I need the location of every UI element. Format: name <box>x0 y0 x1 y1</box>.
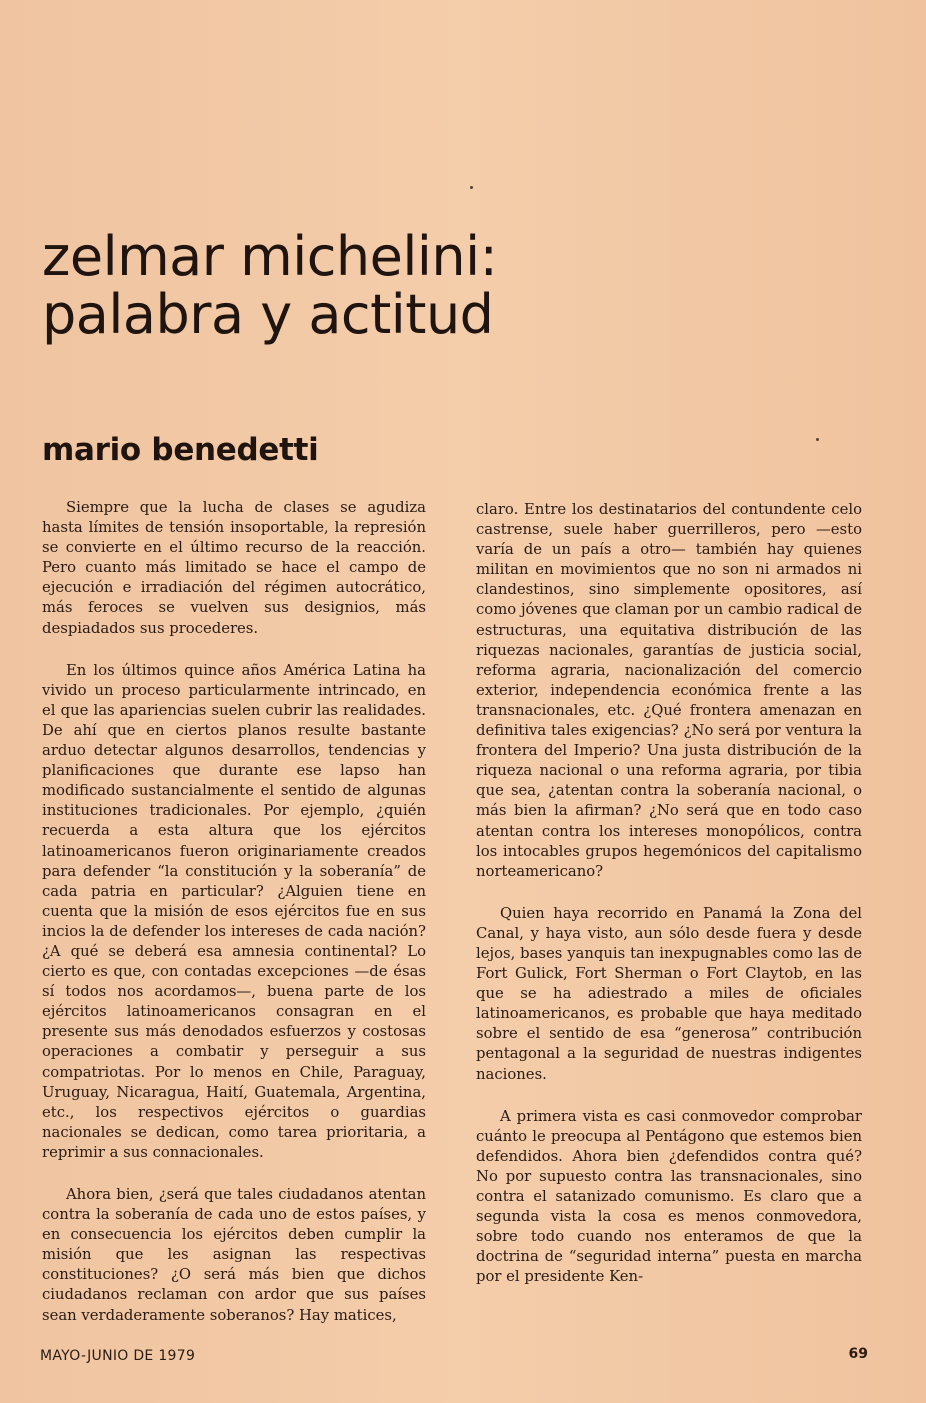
right-column <box>476 500 862 1287</box>
title-line-2: palabra y actitud <box>42 283 494 346</box>
title-line-1: zelmar michelini: <box>42 225 498 288</box>
print-speck <box>816 438 819 441</box>
print-speck <box>470 186 473 189</box>
article-author: mario benedetti <box>42 432 319 468</box>
right-paragraph-3: A primera vista es casi conmovedor comprobar cuánto le preocupa al Pentágono que estemos bien defendidos. Ahora bien ¿defendidos contra qué? No por supuesto contra las transnacionales, sino contra el satanizado comunismo. Es claro que a segunda vista la cosa es menos conmovedora, sobre todo cuando nos enteramos de que la doctrina de “seguridad interna” puesta en marcha por el presidente Ken- <box>476 1107 862 1286</box>
right-paragraph-1: claro. Entre los destinatarios del contundente celo castrense, suele haber guerrilleros, pero —esto varía de un país a otro— también hay quienes militan en movimientos que no son ni armados ni clandestinos, sino simplemente opositores, así como jóvenes que claman por un cambio radical de estructuras, una equitativa distribución de las riquezas nacionales, garantías de justicia social, reforma agraria, nacionalización del comercio exterior, independencia económica frente a las transnacionales, etc. ¿Qué frontera amenazan en definitiva tales exigencias? ¿No será por ventura la frontera del Imperio? Una justa distribución de la riqueza nacional o una reforma agraria, por tibia que sea, ¿atentan contra la soberanía nacional, o más bien la afirman? ¿No será que en todo caso atentan contra los intereses monopólicos, contra los intocables grupos hegemónicos del capitalismo norteamericano? <box>476 501 862 880</box>
article-title <box>42 225 662 346</box>
issue-date: MAYO-JUNIO DE 1979 <box>40 1348 196 1364</box>
left-paragraph-2: En los últimos quince años América Latina ha vivido un proceso particularmente intrincado, en el que las apariencias suelen cubrir las realidades. De ahí que en ciertos planos resulte bastante arduo detectar algunos desarrollos, tendencias y planificaciones que durante ese lapso han modificado sustancialmente el sentido de algunas instituciones tradicionales. Por ejemplo, ¿quién recuerda a esta altura que los ejércitos latinoamericanos fueron originariamente creados para defender “la constitución y la soberanía” de cada patria en particular? ¿Alguien tiene en cuenta que la misión de esos ejércitos fue en sus incios la de defender los intereses de cada nación? ¿A qué se deberá esa amnesia continental? Lo cierto es que, con contadas excepciones —de ésas sí todos nos acordamos—, buena parte de los ejércitos latinoamericanos consagran en el presente sus más denodados esfuerzos y costosas operaciones a combatir y perseguir a sus compatriotas. Por lo menos en Chile, Paraguay, Uruguay, Nicaragua, Haití, Guatemala, Argentina, etc., los respectivos ejércitos o guardias nacionales se dedican, como tarea prioritaria, a reprimir a sus connacionales. <box>42 661 426 1161</box>
left-column <box>42 498 426 1326</box>
left-paragraph-1: Siempre que la lucha de clases se agudiza hasta límites de tensión insoportable, la represión se convierte en el último recurso de la reacción. Pero cuanto más limitado se hace el campo de ejecución e irradiación del régimen autocrático, más feroces se vuelven sus designios, más despiadados sus procederes. <box>42 499 426 637</box>
page-number: 69 <box>848 1346 868 1362</box>
left-paragraph-3: Ahora bien, ¿será que tales ciudadanos atentan contra la soberanía de cada uno de estos países, y en consecuencia los ejércitos deben cumplir la misión que les asignan las respectivas constituciones? ¿O será más bien que dichos ciudadanos reclaman con ardor que sus países sean verdaderamente soberanos? Hay matices, <box>42 1186 426 1324</box>
right-paragraph-2: Quien haya recorrido en Panamá la Zona del Canal, y haya visto, aun sólo desde fuera y desde lejos, bases yanquis tan inexpugnables como las de Fort Gulick, Fort Sherman o Fort Claytob, en las que se ha adiestrado a miles de oficiales latinoamericanos, es probable que haya meditado sobre el sentido de esa “generosa” contribución pentagonal a la seguridad de nuestras indigentes naciones. <box>476 904 862 1083</box>
